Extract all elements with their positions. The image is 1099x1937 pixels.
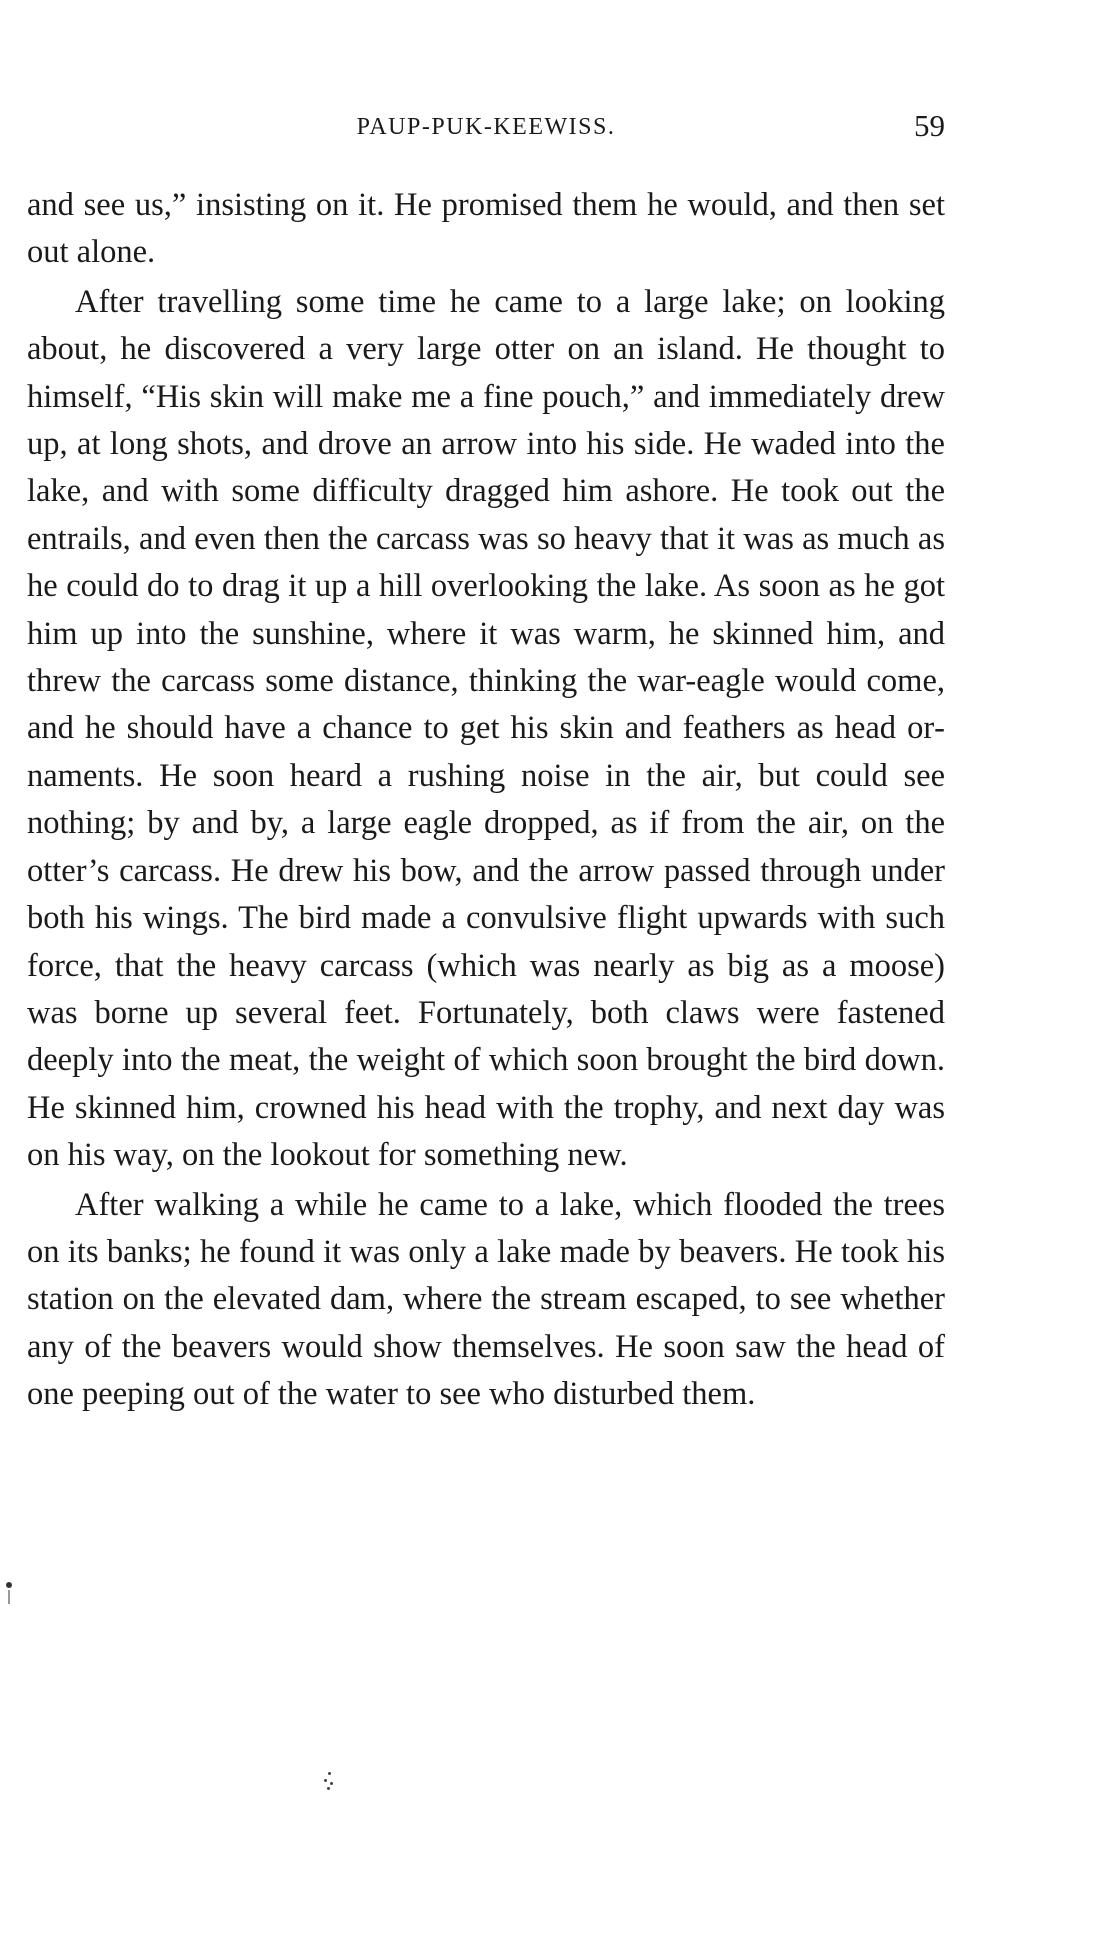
running-title: PAUP-PUK-KEEWISS. <box>356 114 616 140</box>
paragraph-otter-and-eagle: After travelling some time he came to a large lake; on looking about, he discovered a very large otter on an island. He thought to himself, “His skin will make me a fine pouch,” and immediately drew up, at long shots, and drove an arrow into his side. He waded into the lake, and with some difficulty dragged him ashore. He took out the entrails, and even then the carcass was so heavy that it was as much as he could do to drag it up a hill overlooking the lake. As soon as he got him up into the sunshine, where it was warm, he skinned him, and threw the carcass some distance, thinking the war-eagle would come, and he should have a chance to get his skin and feathers as head ornaments. He soon heard a rushing noise in the air, but could see nothing; by and by, a large eagle dropped, as if from the air, on the otter’s carcass. He drew his bow, and the arrow passed through under both his wings. The bird made a convulsive flight upwards with such force, that the heavy carcass (which was nearly as big as a moose) was borne up several feet. Fortunately, both claws were fastened deeply into the meat, the weight of which soon brought the bird down. He skinned him, crowned his head with the trophy, and next day was on his way, on the lookout for something new. <box>27 283 945 1174</box>
margin-mark <box>6 1582 12 1588</box>
body-text <box>27 182 945 1419</box>
page-header <box>27 108 945 148</box>
paragraph-beaver-lake: After walking a while he came to a lake, which flooded the trees on its banks; he found it was only a lake made by beavers. He took his station on the elevated dam, where the stream escaped, to see whether any of the beavers would show themselves. He soon saw the head of one peeping out of the water to see who disturbed them. <box>27 1186 945 1413</box>
stray-ink-mark <box>322 1770 334 1792</box>
page-number: 59 <box>914 108 945 143</box>
paragraph-continued: and see us,” insisting on it. He promised them he would, and then set out alone. <box>27 187 945 271</box>
